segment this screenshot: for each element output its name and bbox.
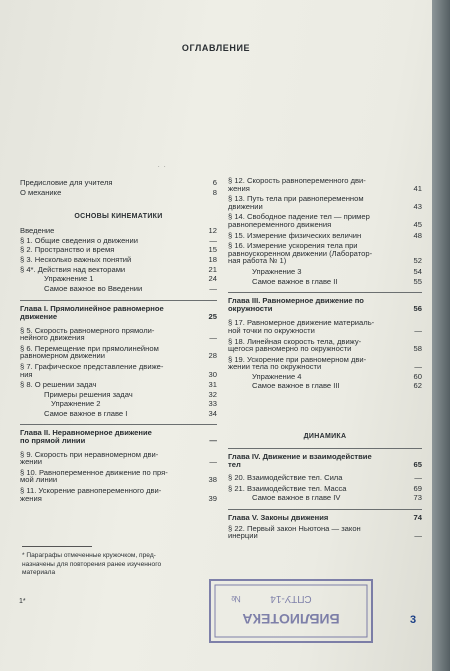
toc-entry: § 12. Скорость равнопеременного дви- жения 41 xyxy=(228,176,422,193)
page-number: 3 xyxy=(410,614,417,626)
toc-entry: § 13. Путь тела при равнопеременном движении 43 xyxy=(228,194,422,211)
page-edge-shadow xyxy=(432,0,450,671)
toc-entry: Упражнение 3 54 xyxy=(252,266,422,276)
stamp-text-line1: БИБЛИОТЕКА xyxy=(242,611,340,627)
toc-entry: § 14. Свободное падение тел — пример равнопеременного движения 45 xyxy=(228,212,422,229)
toc-entry: § 2. Пространство и время 15 xyxy=(20,245,217,255)
toc-entry: § 8. О решении задач 31 xyxy=(20,380,217,390)
page-title: ОГЛАВЛЕНИЕ xyxy=(181,43,251,53)
toc-entry: Самое важное в главе I 34 xyxy=(44,408,217,418)
toc-entry: О механике 8 xyxy=(20,187,217,197)
toc-entry: § 10. Равнопеременное движение по пря- мой линии 38 xyxy=(20,467,217,485)
toc-entry: § 15. Измерение физических величин 48 xyxy=(228,230,422,240)
toc-entry: § 16. Измерение ускорения тела при равноускоренном движении (Лаборатор- ная работа № 1) 52 xyxy=(228,241,422,266)
stamp-text-line2: СПТУ-14 xyxy=(270,593,312,604)
toc-entry: Упражнение 1 24 xyxy=(44,274,217,284)
toc-entry: § 22. Первый закон Ньютона — закон инерции — xyxy=(228,523,422,541)
toc-entry: § 6. Перемещение при прямолинейном равномерном движении 28 xyxy=(20,343,217,361)
toc-entry: Самое важное в главе IV 73 xyxy=(252,493,422,503)
toc-entry: Примеры решения задач 32 xyxy=(44,389,217,399)
section-heading: ОСНОВЫ КИНЕМАТИКИ xyxy=(74,213,163,221)
section-heading: ДИНАМИКА xyxy=(303,433,347,441)
toc-right-column xyxy=(228,173,422,540)
toc-left-column xyxy=(20,173,217,502)
ornament-dots: . . xyxy=(158,163,166,169)
toc-entry: § 18. Линейная скорость тела, движу- щегося равномерно по окружности 58 xyxy=(228,336,422,354)
chapter-heading: Глава I. Прямолинейное равномерное движение 25 xyxy=(20,300,217,320)
stamp-number-label: № xyxy=(231,594,241,604)
toc-entry: § 5. Скорость равномерного прямоли- нейного движения — xyxy=(20,325,217,343)
toc-entry: § 11. Ускорение равнопеременного дви- жения 39 xyxy=(20,486,217,503)
toc-entry: § 1. Общие сведения о движении — xyxy=(20,235,217,245)
chapter-heading: Глава V. Законы движения 74 xyxy=(228,509,422,522)
toc-entry: Самое важное в главе III 62 xyxy=(252,381,422,391)
toc-entry: § 9. Скорость при неравномерном дви- жении — xyxy=(20,449,217,467)
toc-entry: § 17. Равномерное движение материаль- ной точки по окружности — xyxy=(228,318,422,335)
toc-entry: § 19. Ускорение при равномерном дви- жении тела по окружности — xyxy=(228,354,422,372)
toc-entry: Введение 12 xyxy=(20,226,217,236)
chapter-heading: Глава II. Неравномерное движение по прямой линии — xyxy=(20,424,217,444)
footnote-divider xyxy=(22,546,92,547)
toc-entry: § 7. Графическое представление движе- ния 30 xyxy=(20,361,217,379)
toc-entry: Упражнение 2 33 xyxy=(51,399,217,409)
toc-entry: § 20. Взаимодействие тел. Сила — xyxy=(228,473,422,483)
signature-mark: 1* xyxy=(19,598,26,605)
toc-entry: § 4*. Действия над векторами 21 xyxy=(20,264,217,274)
toc-entry: Упражнение 4 60 xyxy=(252,371,422,381)
library-stamp xyxy=(206,576,376,646)
toc-entry: § 3. Несколько важных понятий 18 xyxy=(20,254,217,264)
chapter-heading: Глава III. Равномерное движение по окружности 56 xyxy=(228,292,422,312)
toc-entry: Предисловие для учителя 6 xyxy=(20,178,217,187)
footnote: * Параграфы отмеченные кружочком, пред- назначены для повторения ранее изученного материала xyxy=(22,552,162,577)
toc-entry: Самое важное во Введении — xyxy=(44,283,217,293)
toc-entry: § 21. Взаимодействие тел. Масса 69 xyxy=(228,483,422,493)
toc-entry: Самое важное в главе II 55 xyxy=(252,276,422,286)
chapter-heading: Глава IV. Движение и взаимодействие тел 65 xyxy=(228,448,422,468)
